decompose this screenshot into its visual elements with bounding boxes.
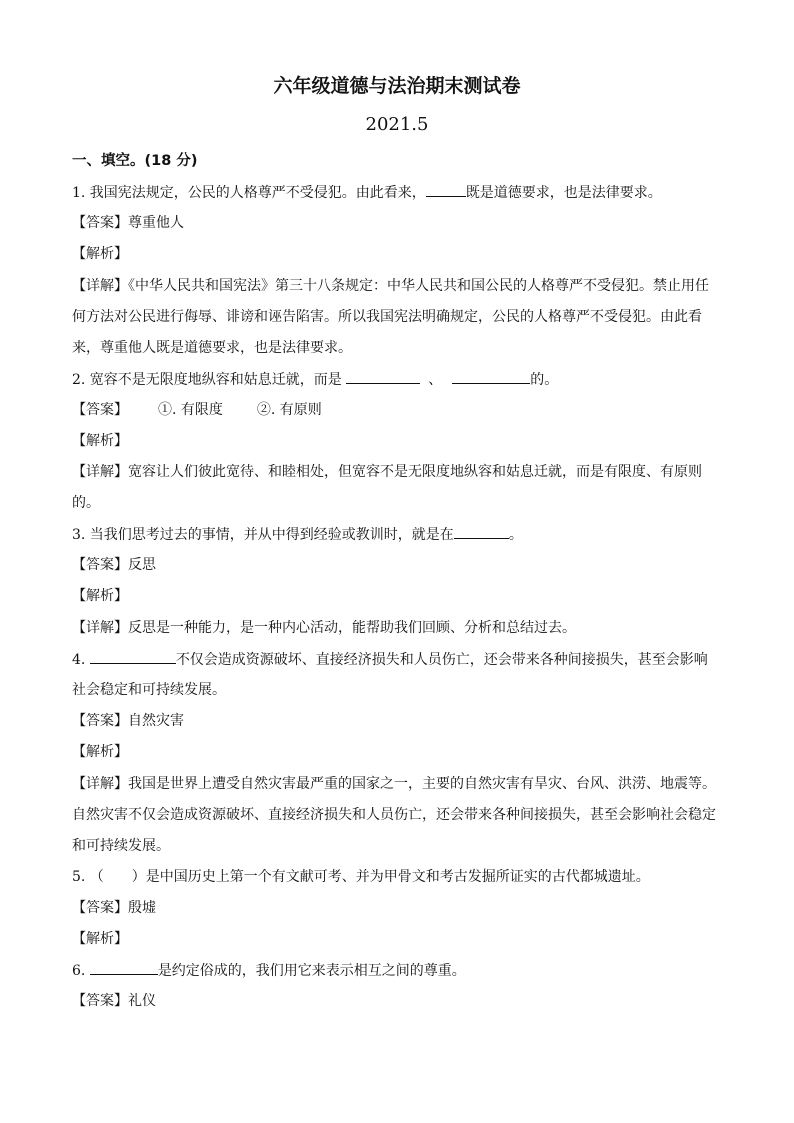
question-3-detail-line: 【详解】反思是一种能力，是一种内心活动，能帮助我们回顾、分析和总结过去。 [72,620,576,636]
answer-text: 反思 [128,557,156,573]
answer-blank [426,182,466,197]
question-4-answer [72,711,184,731]
question-1-text-a: 1. 我国宪法规定，公民的人格尊严不受侵犯。由此看来， [72,185,426,201]
question-5-analysis: 【解析】 [72,931,128,947]
answer-tag: 【答案】 [72,215,128,231]
question-6-text-b: 是约定俗成的，我们用它来表示相互之间的尊重。 [157,963,466,979]
question-1-answer [72,213,184,233]
answer-text: ②. 有原则 [256,402,322,418]
question-2-stem [72,369,558,390]
question-2-answer [72,400,322,420]
question-3-analysis: 【解析】 [72,588,128,604]
question-4-detail-line: 和可持续发展。 [72,838,170,854]
answer-tag: 【答案】 [72,713,128,729]
answer-text: 自然灾害 [128,713,184,729]
question-4-stem-cont: 社会稳定和可持续发展。 [72,682,226,698]
answer-text: 尊重他人 [128,215,184,231]
question-6-stem [72,960,466,981]
answer-tag: 【答案】 [72,900,128,916]
question-1-text-b: 既是道德要求，也是法律要求。 [465,185,662,201]
question-2-text-b: 的。 [530,372,559,388]
section-heading: 一、填空。(18 分) [72,153,198,169]
answer-tag: 【答案】 [72,402,128,418]
question-1-detail-line: 【详解】《中华人民共和国宪法》第三十八条规定：中华人民共和国公民的人格尊严不受侵犯。禁止用任 [72,278,709,294]
question-3-text-b: 。 [508,527,523,543]
question-4-text-b: 不仅会造成资源破坏、直接经济损失和人员伤亡，还会带来各种间接损失，甚至会影响 [175,652,708,668]
exam-date: 2021.5 [365,114,429,135]
answer-tag: 【答案】 [72,557,128,573]
question-4-stem [72,649,708,670]
question-5-answer [72,898,156,918]
question-4-text-a: 4. [72,652,90,668]
question-6-answer [72,991,156,1011]
answer-text: 殷墟 [128,900,156,916]
question-6-text-a: 6. [72,963,90,979]
question-2-detail-line: 的。 [72,495,100,511]
question-4-detail-line: 自然灾害不仅会造成资源破坏、直接经济损失和人员伤亡，还会带来各种间接损失，甚至会影响社会稳定 [72,807,716,823]
question-3-stem [72,524,523,545]
question-1-detail-line: 来，尊重他人既是道德要求，也是法律要求。 [72,340,352,356]
question-2-detail-line: 【详解】宽容让人们彼此宽待、和睦相处，但宽容不是无限度地纵容和姑息迁就，而是有限度、有原则 [72,464,702,480]
question-5-stem: 5. （ ）是中国历史上第一个有文献可考、并为甲骨文和考古发掘所证实的古代都城遗址。 [72,869,650,885]
question-3-answer [72,555,156,575]
answer-blank [346,369,420,384]
question-3-text-a: 3. 当我们思考过去的事情，并从中得到经验或教训时，就是在 [72,527,454,543]
question-4-detail-line: 【详解】我国是世界上遭受自然灾害最严重的国家之一，主要的自然灾害有旱灾、台风、洪涝、地震等。 [72,776,716,792]
answer-blank [90,649,176,664]
answer-text: 礼仪 [128,993,156,1009]
separator: 、 [428,372,443,388]
answer-tag: 【答案】 [72,993,128,1009]
question-4-analysis: 【解析】 [72,744,128,760]
answer-text: ①. 有限度 [158,402,223,418]
question-1-stem [72,182,662,203]
question-2-text-a: 2. 宽容不是无限度地纵容和姑息迁就，而是 [72,372,347,388]
answer-blank [90,960,158,975]
question-1-analysis: 【解析】 [72,246,128,262]
page-title: 六年级道德与法治期末测试卷 [273,75,521,97]
question-2-analysis: 【解析】 [72,433,128,449]
answer-blank [452,369,530,384]
answer-blank [454,524,509,539]
question-1-detail-line: 何方法对公民进行侮辱、诽谤和诬告陷害。所以我国宪法明确规定，公民的人格尊严不受侵犯。由此看 [72,309,702,325]
